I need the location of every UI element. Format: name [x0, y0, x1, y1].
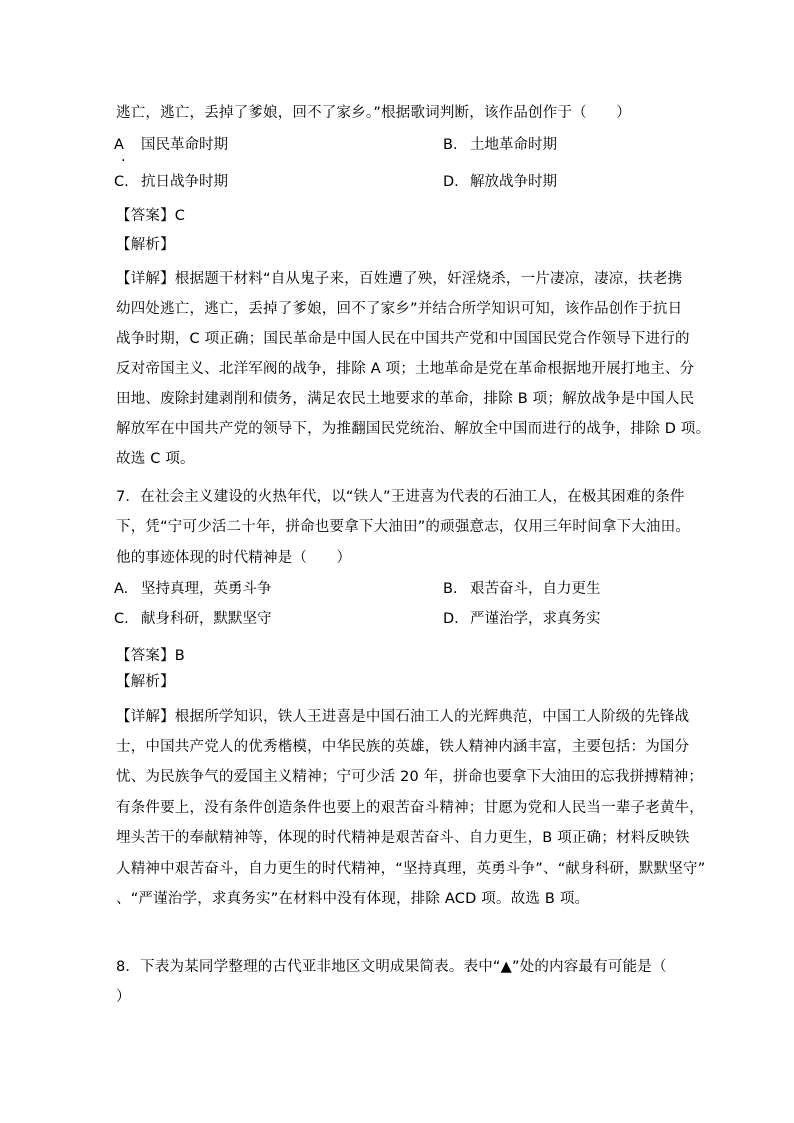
q6-stem-tail: 逃亡，逃亡，丢掉了爹娘，回不了家乡。”根据歌词判断，该作品创作于（ ） — [116, 105, 631, 121]
q8-stem-line: ） — [116, 989, 131, 1005]
q7-option-b-text: 艰苦奋斗，自力更生 — [470, 581, 601, 597]
q7-detail-line: 、“严谨治学，求真务实”在材料中没有体现，排除 ACD 项。故选 B 项。 — [116, 891, 590, 907]
q7-option-b — [443, 581, 601, 598]
q6-option-b-label: B. — [443, 137, 458, 153]
q6-option-c-text: 抗日战争时期 — [141, 174, 228, 190]
q6-option-a-text: 国民革命时期 — [141, 137, 228, 153]
q6-option-c — [114, 174, 228, 191]
q7-option-c-text: 献身科研，默默坚守 — [141, 611, 272, 627]
q7-option-a-label: A. — [114, 581, 129, 597]
q6-detail-line: 田地、废除封建剥削和债务，满足农民土地要求的革命，排除 B 项；解放战争是中国人民 — [116, 391, 695, 407]
q7-answer: 【答案】B — [116, 648, 185, 664]
q7-option-d — [443, 611, 601, 628]
q7-stem-line: 他的事迹体现的时代精神是（ ） — [116, 550, 352, 566]
q7-detail-line: 有条件要上，没有条件创造条件也要上的艰苦奋斗精神；甘愿为党和人民当一辈子老黄牛， — [116, 800, 704, 816]
q6-detail-line: 【详解】根据题干材料“自从鬼子来，百姓遭了殃，奸淫烧杀，一片凄凉，凄凉，扶老携 — [116, 271, 683, 287]
q7-detail-line: 忧、为民族争气的爱国主义精神；宁可少活 20 年，拼命也要拿下大油田的忘我拼搏精神； — [116, 769, 704, 785]
q6-detail-line: 战争时期，C 项正确；国民革命是中国人民在中国共产党和中国国民党合作领导下进行的 — [116, 331, 690, 347]
q7-stem-line: 7．在社会主义建设的火热年代，以“铁人”王进喜为代表的石油工人，在极其困难的条件 — [116, 489, 685, 505]
q6-detail-line: 解放军在中国共产党的领导下，为推翻国民党统治、解放全中国而进行的战争，排除 D 项。 — [116, 421, 711, 437]
q7-option-b-label: B. — [443, 581, 458, 597]
q6-option-b — [443, 137, 557, 154]
q6-option-c-label: C. — [114, 174, 129, 190]
q7-option-c — [114, 611, 272, 628]
q7-stem-line: 下，凭“宁可少活二十年，拼命也要拿下大油田”的顽强意志，仅用三年时间拿下大油田。 — [116, 519, 691, 535]
q7-option-a-text: 坚持真理，英勇斗争 — [141, 581, 272, 597]
q6-option-d — [443, 174, 557, 191]
q8-stem-line: 8．下表为某同学整理的古代亚非地区文明成果简表。表中“▲”处的内容最有可能是（ — [116, 959, 667, 975]
q6-option-a-label: A — [114, 137, 124, 153]
q7-option-c-label: C. — [114, 611, 129, 627]
q7-analysis-tag: 【解析】 — [116, 674, 175, 690]
q7-detail-line: 人精神中艰苦奋斗，自力更生的时代精神，“坚持真理，英勇斗争”、“献身科研，默默坚守” — [116, 861, 706, 877]
q6-option-b-text: 土地革命时期 — [470, 137, 557, 153]
q6-option-a-dropped-period: . — [121, 149, 126, 165]
q6-detail-line: 反对帝国主义、北洋军阀的战争，排除 A 项；土地革命是党在革命根据地开展打地主、分 — [116, 361, 695, 377]
q6-option-a — [114, 137, 228, 154]
q6-option-d-label: D. — [443, 174, 459, 190]
q7-detail-line: 埋头苦干的奉献精神等，体现的时代精神是艰苦奋斗、自力更生，B 项正确；材料反映铁 — [116, 830, 690, 846]
q6-detail-line: 幼四处逃亡，逃亡，丢掉了爹娘，回不了家乡”并结合所学知识可知，该作品创作于抗日 — [116, 301, 683, 317]
q7-option-d-text: 严谨治学，求真务实 — [470, 611, 601, 627]
q7-option-a — [114, 581, 272, 598]
q6-analysis-tag: 【解析】 — [116, 237, 175, 253]
q6-option-d-text: 解放战争时期 — [470, 174, 557, 190]
q7-option-d-label: D. — [443, 611, 459, 627]
q7-detail-line: 士，中国共产党人的优秀楷模，中华民族的英雄，铁人精神内涵丰富，主要包括：为国分 — [116, 739, 690, 755]
q7-detail-line: 【详解】根据所学知识，铁人王进喜是中国石油工人的光辉典范，中国工人阶级的先锋战 — [116, 709, 690, 725]
q6-detail-line: 故选 C 项。 — [116, 451, 195, 467]
q6-answer: 【答案】C — [116, 208, 186, 224]
